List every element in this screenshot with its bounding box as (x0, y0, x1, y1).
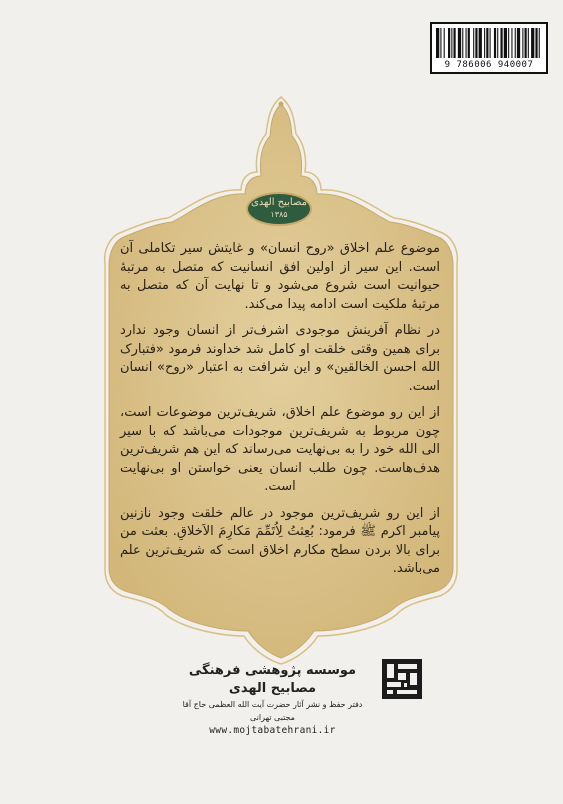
publisher-url: www.mojtabatehrani.ir (209, 725, 336, 736)
paragraph-4: از این رو شریف‌ترین موجود در عالم خلقت وجود نازنین پیامبر اکرم ﷺ فرمود: بُعِثتُ لِاُتَمِّمَ مَکارِمَ الاَخلاقِ. بعثت من برای بالا بردن سطح مکارم اخلاق است که شریف‌ترین علم می‌باشد. (120, 505, 440, 576)
seal-year: ۱۳۸۵ (270, 210, 288, 219)
barcode-number: 9 786006 940007 (444, 60, 534, 70)
panel-finial (279, 102, 284, 107)
body-text (120, 240, 440, 587)
paragraph-2: در نظام آفرینش موجودی اشرف‌تر از انسان وجود ندارد برای همین وقتی خلقت او کامل شد خداوند فرمود «فتبارک الله احسن الخالقین» و این شرافت به اعتبار «روح» انسان است. (120, 323, 440, 394)
publisher-info (180, 662, 365, 738)
seal-text: مصابیح الهدی (250, 197, 308, 208)
publisher-subtitle: دفتر حفظ و نشر آثار حضرت آیت الله العظمی حاج آقا مجتبی تهرانی (182, 700, 363, 722)
paragraph-1: موضوع علم اخلاق «روح انسان» و غایتش سیر تکاملی آن است. این سیر از اولین افق انسانیت که متصل به مرتبهٔ حیوانیت است شروع می‌شود و تا نهایت آن که متصل به مرتبهٔ ملکیت است ادامه پیدا می‌کند. (120, 241, 440, 312)
publisher-logo-icon (382, 659, 422, 699)
paragraph-3: از این رو موضوع علم اخلاق، شریف‌ترین موضوعات است، چون مربوط به شریف‌ترین موجودات می‌باشد که با سیر الی الله خود را به بی‌نهایت می‌رساند که این هم شریف‌ترین هدف‌هاست. چون طلب انسان یعنی خواستن او بی‌نهایت است. (120, 405, 440, 494)
publisher-seal (246, 192, 312, 226)
publisher-name: موسسه پژوهشی فرهنگی مصابیح الهدی (188, 663, 357, 696)
